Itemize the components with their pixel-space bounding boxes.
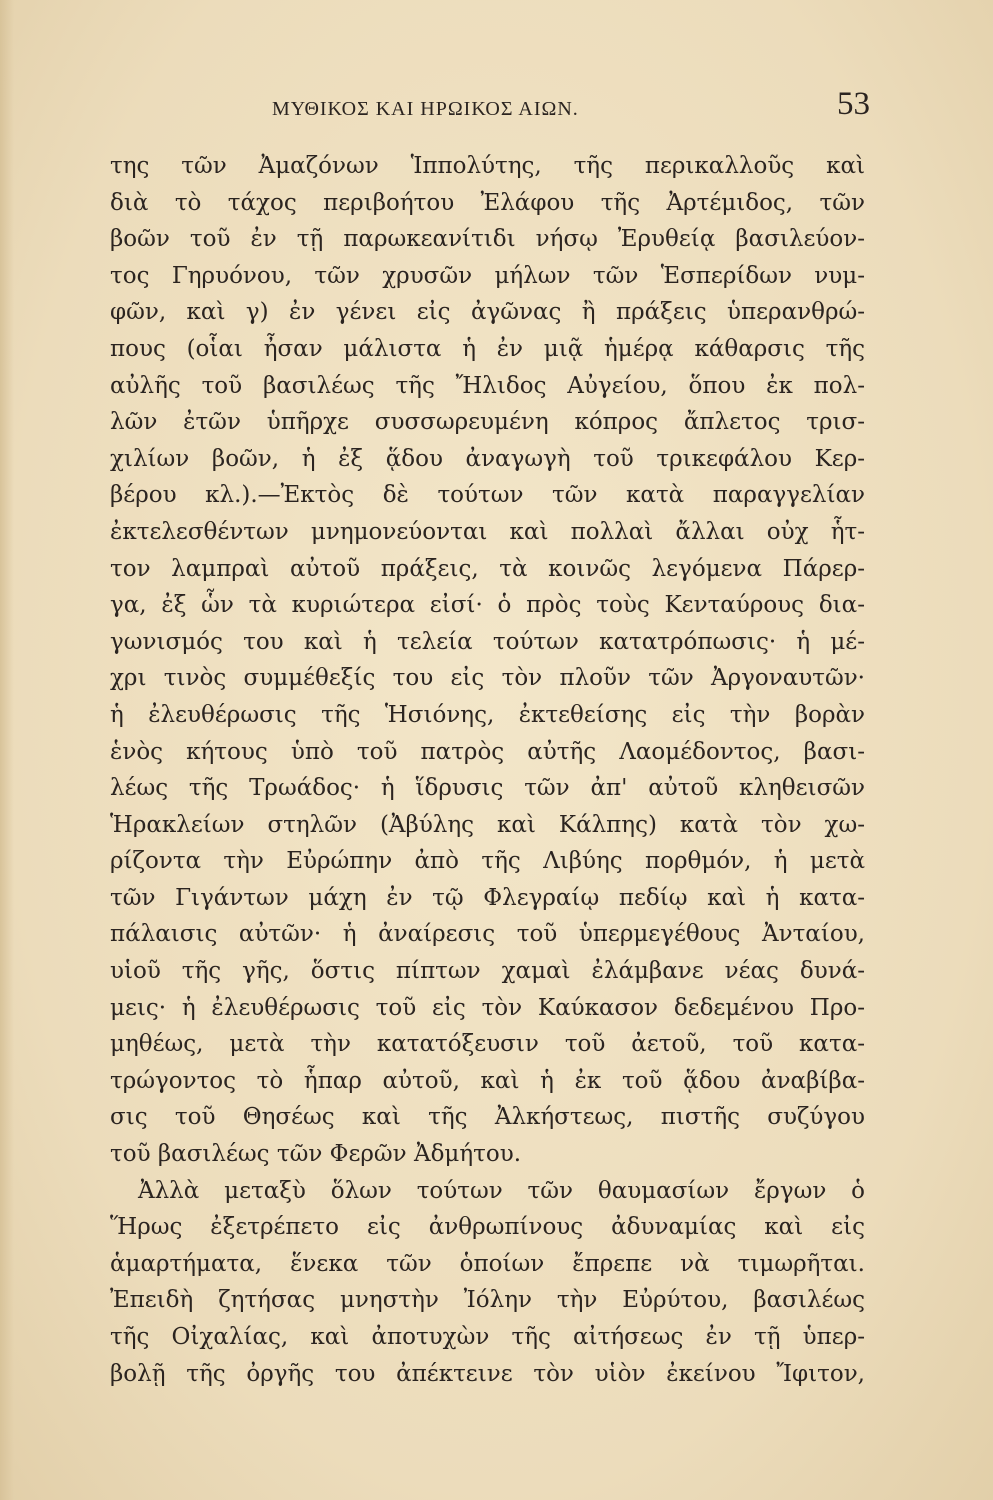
body-text xyxy=(110,148,865,1392)
text-line: ἡ ἐλευθέρωσις τῆς Ἡσιόνης, ἐκτεθείσης εἰς τὴν βορὰν xyxy=(110,701,865,728)
text-line: χρι τινὸς συμμέθεξίς του εἰς τὸν πλοῦν τῶν Ἀργοναυτῶν· xyxy=(110,665,865,692)
text-line: Ἐπειδὴ ζητήσας μνηστὴν Ἰόλην τὴν Εὐρύτου, βασιλέως xyxy=(110,1287,865,1314)
text-line: Ἥρως ἐξετρέπετο εἰς ἀνθρωπίνους ἀδυναμίας καὶ εἰς xyxy=(110,1214,865,1241)
paragraph-end-line: τοῦ βασιλέως τῶν Φερῶν Ἀδμήτου. xyxy=(110,1141,522,1168)
running-title: ΜΥΘΙΚΟΣ ΚΑΙ ΗΡΩΙΚΟΣ ΑΙΩΝ. xyxy=(272,98,579,120)
text-line: χιλίων βοῶν, ἡ ἐξ ᾅδου ἀναγωγὴ τοῦ τρικεφάλου Κερ- xyxy=(110,445,865,472)
text-line: βολῇ τῆς ὀργῆς του ἀπέκτεινε τὸν υἱὸν ἐκείνου Ἴφιτον, xyxy=(110,1360,865,1387)
text-line: σις τοῦ Θησέως καὶ τῆς Ἀλκήστεως, πιστῆς συζύγου xyxy=(110,1104,865,1131)
page-gutter-shadow xyxy=(0,0,14,1500)
paragraph-start-line: Ἀλλὰ μεταξὺ ὅλων τούτων τῶν θαυμασίων ἔργων ὁ xyxy=(138,1177,865,1204)
text-line: μεις· ἡ ἐλευθέρωσις τοῦ εἰς τὸν Καύκασον δεδεμένου Προ- xyxy=(110,994,865,1021)
text-line: αὐλῆς τοῦ βασιλέως τῆς Ἤλιδος Αὐγείου, ὅπου ἐκ πολ- xyxy=(110,372,865,399)
text-line: τος Γηρυόνου, τῶν χρυσῶν μήλων τῶν Ἑσπερίδων νυμ- xyxy=(110,262,865,289)
text-line: ἑνὸς κήτους ὑπὸ τοῦ πατρὸς αὐτῆς Λαομέδοντος, βασι- xyxy=(110,738,865,765)
text-line: γωνισμός του καὶ ἡ τελεία τούτων κατατρόπωσις· ἡ μέ- xyxy=(110,628,865,655)
text-line: ἐκτελεσθέντων μνημονεύονται καὶ πολλαὶ ἄλλαι οὐχ ἧτ- xyxy=(110,518,865,545)
text-line: φῶν, καὶ γ) ἐν γένει εἰς ἀγῶνας ἢ πράξεις ὑπερανθρώ- xyxy=(110,299,865,326)
running-head xyxy=(110,86,870,132)
text-line: τρώγοντος τὸ ἧπαρ αὐτοῦ, καὶ ἡ ἐκ τοῦ ᾅδου ἀναβίβα- xyxy=(110,1067,865,1094)
text-line: λῶν ἐτῶν ὑπῆρχε συσσωρευμένη κόπρος ἄπλετος τρισ- xyxy=(110,409,865,436)
text-line: λέως τῆς Τρωάδος· ἡ ἵδρυσις τῶν ἀπ' αὐτοῦ κληθεισῶν xyxy=(110,775,865,802)
text-line: πάλαισις αὐτῶν· ἡ ἀναίρεσις τοῦ ὑπερμεγέθους Ἀνταίου, xyxy=(110,921,865,948)
text-line: διὰ τὸ τάχος περιβοήτου Ἐλάφου τῆς Ἀρτέμιδος, τῶν xyxy=(110,189,865,216)
text-line: γα, ἐξ ὧν τὰ κυριώτερα εἰσί· ὁ πρὸς τοὺς Κενταύρους δια- xyxy=(110,592,865,619)
text-line: πους (οἷαι ἦσαν μάλιστα ἡ ἐν μιᾷ ἡμέρᾳ κάθαρσις τῆς xyxy=(110,335,865,362)
text-line: μηθέως, μετὰ τὴν κατατόξευσιν τοῦ ἀετοῦ, τοῦ κατα- xyxy=(110,1031,865,1058)
text-line: βοῶν τοῦ ἐν τῇ παρωκεανίτιδι νήσῳ Ἐρυθείᾳ βασιλεύον- xyxy=(110,226,865,253)
text-line: τῶν Γιγάντων μάχη ἐν τῷ Φλεγραίῳ πεδίῳ καὶ ἡ κατα- xyxy=(110,884,865,911)
text-line: βέρου κλ.).—Ἐκτὸς δὲ τούτων τῶν κατὰ παραγγελίαν xyxy=(110,482,865,509)
text-line: ἁμαρτήματα, ἕνεκα τῶν ὁποίων ἔπρεπε νὰ τιμωρῆται. xyxy=(110,1250,865,1277)
text-line: τον λαμπραὶ αὐτοῦ πράξεις, τὰ κοινῶς λεγόμενα Πάρερ- xyxy=(110,555,865,582)
text-line: Ἡρακλείων στηλῶν (Ἀβύλης καὶ Κάλπης) κατὰ τὸν χω- xyxy=(110,811,865,838)
text-line: ρίζοντα τὴν Εὐρώπην ἀπὸ τῆς Λιβύης πορθμόν, ἡ μετὰ xyxy=(110,848,865,875)
text-line: υἱοῦ τῆς γῆς, ὅστις πίπτων χαμαὶ ἐλάμβανε νέας δυνά- xyxy=(110,958,865,985)
text-line: τῆς Οἰχαλίας, καὶ ἀποτυχὼν τῆς αἰτήσεως ἐν τῇ ὑπερ- xyxy=(110,1324,865,1350)
text-line: της τῶν Ἀμαζόνων Ἱππολύτης, τῆς περικαλλοῦς καὶ xyxy=(110,153,865,179)
page-number: 53 xyxy=(837,86,870,122)
